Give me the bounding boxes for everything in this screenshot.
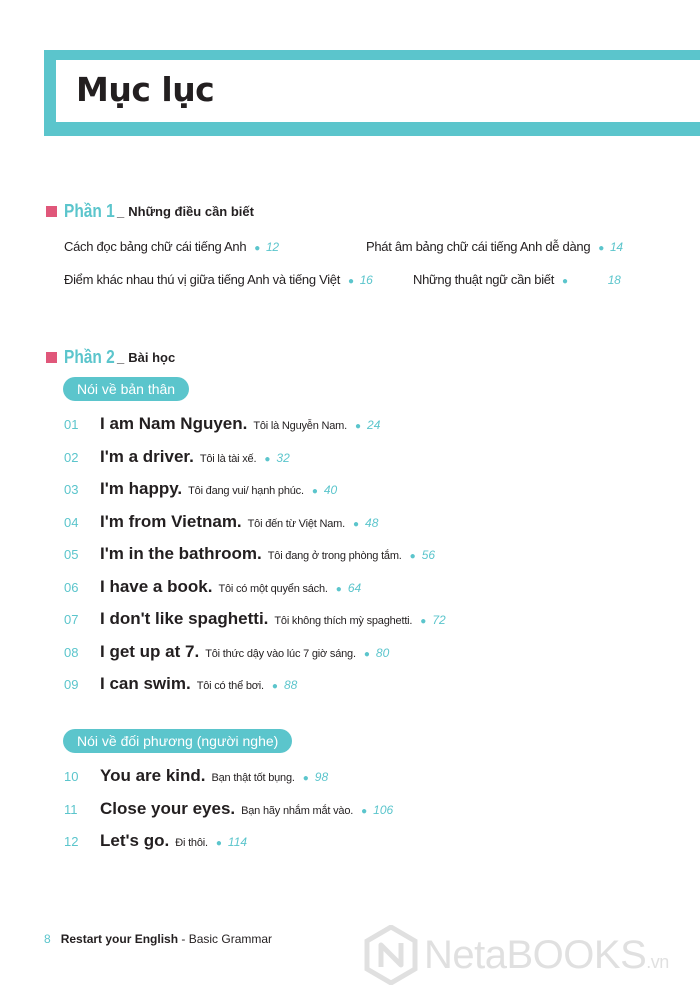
lesson-vietnamese: Tôi là Nguyễn Nam.	[253, 420, 347, 432]
toc-entry[interactable]	[64, 239, 279, 254]
lesson-page: 56	[421, 548, 436, 562]
bullet-dot-icon: ●	[361, 806, 368, 817]
lesson-number: 02	[64, 450, 79, 465]
toc-entry-text: Những thuật ngữ cần biết	[413, 272, 555, 287]
lesson-number: 11	[64, 802, 78, 817]
lesson-page: 106	[373, 803, 394, 817]
lesson-vietnamese: Tôi thức dậy vào lúc 7 giờ sáng.	[205, 648, 356, 660]
bullet-dot-icon: ●	[409, 551, 416, 562]
lesson-number: 05	[64, 547, 79, 562]
lesson-page: 80	[375, 646, 390, 660]
bullet-dot-icon: ●	[348, 276, 354, 287]
bullet-dot-icon: ●	[354, 421, 362, 432]
lesson-vietnamese: Bạn thật tốt bụng.	[211, 772, 295, 784]
lesson-page: 64	[347, 581, 362, 595]
lesson-english: I'm from Vietnam.	[100, 512, 242, 531]
part1-title: Những điều cần biết	[128, 203, 254, 219]
lesson-row[interactable]	[64, 512, 378, 538]
lesson-row[interactable]	[64, 414, 380, 440]
footer-page-number: 8	[44, 932, 51, 946]
lesson-page: 32	[276, 451, 290, 465]
lesson-row[interactable]	[64, 766, 328, 792]
lesson-english: Let's go.	[100, 831, 170, 850]
lesson-page: 72	[432, 613, 446, 627]
lesson-vietnamese: Tôi có một quyển sách.	[218, 583, 328, 595]
toc-entry-page: 14	[610, 240, 623, 254]
lesson-number: 01	[64, 417, 79, 432]
part2-separator: _	[117, 349, 125, 365]
lesson-english: I am Nam Nguyen.	[100, 414, 248, 433]
bullet-dot-icon: ●	[562, 276, 568, 287]
lesson-row[interactable]	[64, 544, 435, 570]
lesson-row[interactable]	[64, 447, 290, 473]
lesson-vietnamese: Đi thôi.	[175, 837, 208, 849]
lesson-english: You are kind.	[100, 766, 206, 785]
lesson-row[interactable]	[64, 642, 389, 668]
bullet-dot-icon: ●	[271, 681, 278, 692]
watermark	[364, 922, 694, 988]
lesson-page: 24	[367, 418, 381, 432]
lesson-number: 08	[64, 645, 79, 660]
toc-entry[interactable]	[413, 272, 621, 287]
neta-logo-icon	[364, 925, 418, 985]
toc-entry[interactable]	[64, 272, 373, 287]
lesson-english: I'm happy.	[100, 479, 183, 498]
lesson-number: 12	[64, 834, 79, 849]
lesson-page: 114	[227, 835, 248, 849]
lesson-vietnamese: Bạn hãy nhắm mắt vào.	[241, 805, 354, 817]
lesson-english: I'm in the bathroom.	[100, 544, 262, 563]
bullet-dot-icon: ●	[311, 486, 318, 497]
watermark-text	[424, 933, 669, 978]
watermark-tld: .vn	[646, 951, 669, 972]
page-title: Mục lục	[76, 70, 215, 109]
lesson-vietnamese: Tôi có thể bơi.	[196, 680, 264, 692]
lesson-row[interactable]	[64, 609, 446, 635]
bullet-dot-icon: ●	[352, 519, 360, 530]
bullet-dot-icon: ●	[598, 243, 605, 254]
lesson-number: 09	[64, 677, 79, 692]
lesson-row[interactable]	[64, 799, 393, 825]
toc-entry-text: Cách đọc bảng chữ cái tiếng Anh	[64, 239, 247, 254]
toc-entry-text: Điểm khác nhau thú vị giữa tiếng Anh và tiếng Việt	[64, 272, 341, 287]
lesson-number: 03	[64, 482, 79, 497]
lesson-vietnamese: Tôi đang ở trong phòng tắm.	[267, 550, 402, 562]
part2-title: Bài học	[128, 349, 176, 365]
footer-subtitle: - Basic Grammar	[178, 932, 273, 946]
bullet-dot-icon: ●	[215, 838, 222, 849]
lesson-english: I get up at 7.	[100, 642, 200, 661]
lesson-row[interactable]	[64, 577, 361, 603]
toc-entry-text: Phát âm bảng chữ cái tiếng Anh dễ dàng	[366, 239, 591, 254]
footer-book-title: Restart your English	[60, 932, 179, 946]
bullet-dot-icon: ●	[254, 243, 261, 254]
lesson-vietnamese: Tôi là tài xế.	[199, 453, 257, 465]
lesson-number: 04	[64, 515, 79, 530]
watermark-brand: NetaBOOKS	[424, 932, 647, 977]
lesson-row[interactable]	[64, 479, 337, 505]
group-pill-listener: Nói về đối phương (người nghe)	[63, 729, 292, 753]
lesson-english: I don't like spaghetti.	[100, 609, 269, 628]
bullet-dot-icon: ●	[302, 773, 309, 784]
part2-label: Phần 2	[64, 346, 115, 367]
part1-label: Phần 1	[64, 200, 115, 221]
lesson-number: 10	[64, 769, 79, 784]
bullet-dot-icon: ●	[264, 454, 271, 465]
page-footer	[44, 932, 272, 946]
lesson-page: 98	[314, 770, 329, 784]
section-marker-icon	[46, 352, 57, 363]
lesson-english: I have a book.	[100, 577, 213, 596]
lesson-row[interactable]	[64, 831, 247, 857]
title-banner	[44, 50, 700, 136]
lesson-vietnamese: Tôi không thích mỳ spaghetti.	[274, 615, 413, 627]
part2-heading	[46, 346, 175, 368]
bullet-dot-icon: ●	[420, 616, 427, 627]
part1-separator: _	[117, 203, 125, 219]
toc-entry-page: 18	[607, 273, 621, 287]
lesson-vietnamese: Tôi đang vui/ hạnh phúc.	[188, 485, 304, 497]
lesson-vietnamese: Tôi đến từ Việt Nam.	[247, 518, 345, 530]
lesson-page: 40	[323, 483, 338, 497]
toc-entry-page: 16	[359, 273, 373, 287]
toc-entry-page: 12	[266, 240, 279, 254]
group-pill-self: Nói về bản thân	[63, 377, 189, 401]
lesson-english: I can swim.	[100, 674, 191, 693]
bullet-dot-icon: ●	[363, 649, 370, 660]
lesson-page: 48	[365, 516, 379, 530]
title-banner-inner	[56, 60, 700, 122]
lesson-number: 06	[64, 580, 79, 595]
section-marker-icon	[46, 206, 57, 217]
lesson-english: I'm a driver.	[100, 447, 194, 466]
part1-heading	[46, 200, 254, 222]
lesson-page: 88	[283, 678, 298, 692]
lesson-number: 07	[64, 612, 79, 627]
toc-entry[interactable]	[366, 239, 623, 254]
bullet-dot-icon: ●	[335, 584, 342, 595]
lesson-english: Close your eyes.	[100, 799, 236, 818]
lesson-row[interactable]	[64, 674, 297, 700]
